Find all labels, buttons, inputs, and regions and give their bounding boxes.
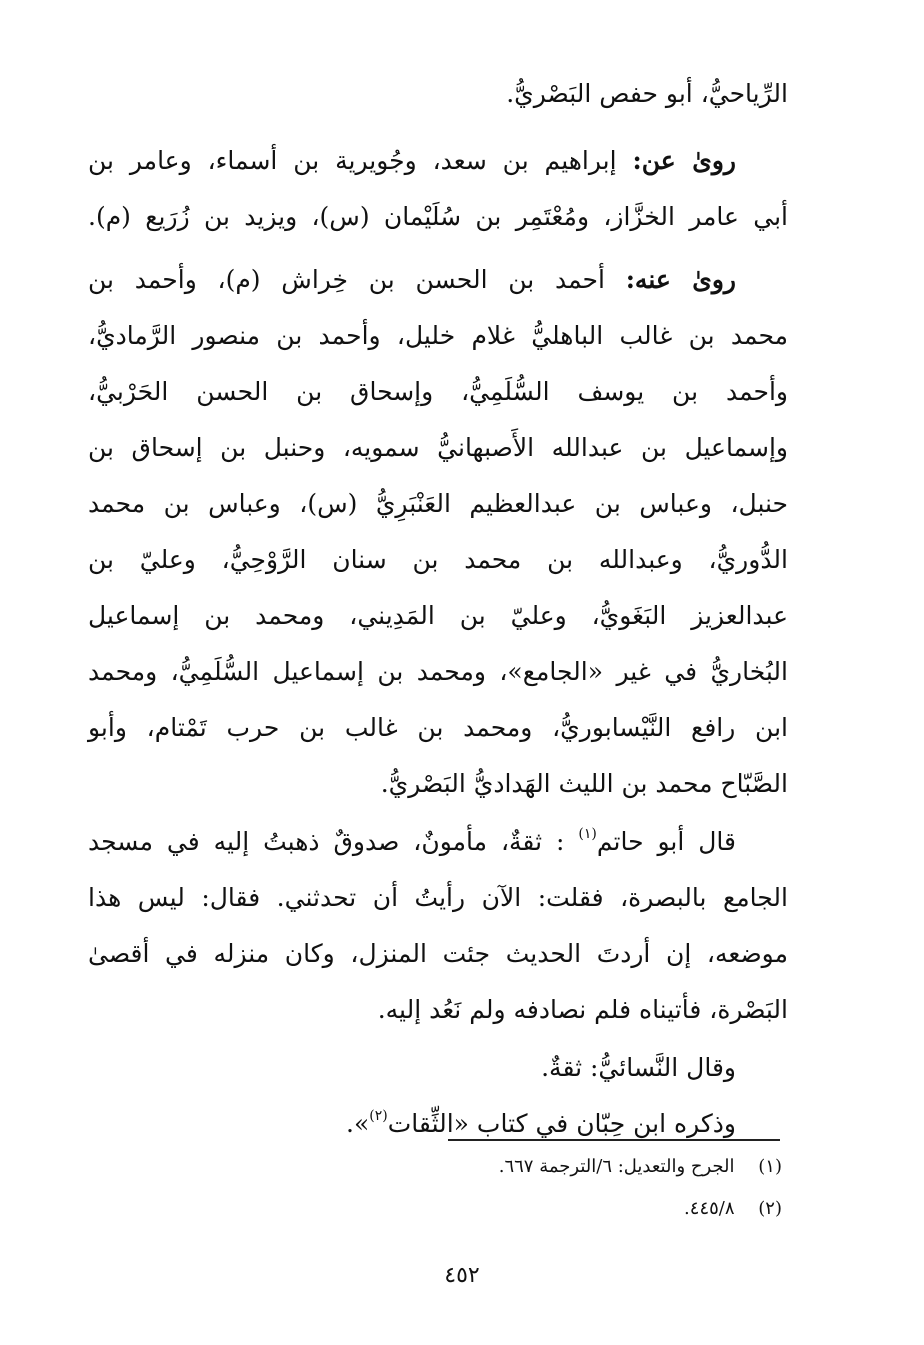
footnote-1 — [300, 1152, 782, 1182]
footnote-number: (٢) — [758, 1198, 782, 1219]
text-line: وأحمد بن يوسف السُّلَمِيُّ، وإسحاق بن الحسن الحَرْبيُّ، — [88, 377, 788, 406]
footnote-ref-2[interactable]: (٢) — [369, 1108, 388, 1124]
nasai-line: وقال النَّسائيُّ: ثقةٌ. — [541, 1053, 736, 1082]
text-line: عبدالعزيز البَغَويُّ، وعليّ بن المَدِيني، ومحمد بن إسماعيل — [88, 601, 788, 630]
footnote-ref-1[interactable]: (١) — [578, 826, 597, 842]
page-number: ٤٥٢ — [444, 1263, 480, 1288]
text-line: موضعه، إن أردتَ الحديث جئت المنزل، وكان منزله في أقصىٰ — [88, 939, 788, 968]
text-line: محمد بن غالب الباهليُّ غلام خليل، وأحمد بن منصور الرَّماديُّ، — [88, 321, 788, 350]
footnote-2 — [300, 1194, 782, 1224]
text-line: الجامع بالبصرة، فقلت: الآن رأيتُ أن تحدثني. فقال: ليس هذا — [88, 883, 788, 912]
text-line: حنبل، وعباس بن عبدالعظيم العَنْبَرِيُّ (س)، وعباس بن محمد — [88, 489, 788, 518]
text-line: البَصْرة، فأتيناه فلم نصادفه ولم نَعُد إليه. — [377, 995, 788, 1024]
ibn-hibban-line: وذكره ابن حِبّان في كتاب «الثِّقات$^{(٢)}$». — [346, 1108, 736, 1138]
footnote-separator — [448, 1139, 780, 1141]
text-line: الدُّوريُّ، وعبدالله بن محمد بن سنان الرَّوْحِيُّ، وعليّ بن — [88, 545, 788, 574]
footnote-text: ٤٤٥/٨. — [684, 1198, 735, 1219]
text-line: وإسماعيل بن عبدالله الأَصبهانيُّ سمويه، وحنبل بن إسحاق بن — [88, 433, 788, 462]
text-line: البُخاريُّ في غير «الجامع»، ومحمد بن إسماعيل السُّلَمِيُّ، ومحمد — [88, 657, 788, 686]
narrated-from-label: روىٰ عن: — [632, 146, 737, 175]
narrated-from-line: روىٰ عن: إبراهيم بن سعد، وجُويرية بن أسماء، وعامر بن — [88, 146, 737, 175]
text-line: الرِّياحيُّ، أبو حفص البَصْريُّ. — [506, 79, 788, 108]
footnote-text: الجرح والتعديل: ٦/الترجمة ٦٦٧. — [498, 1156, 735, 1177]
text-line: ابن رافع النَّيْسابوريُّ، ومحمد بن غالب بن حرب تَمْتام، وأبو — [88, 713, 788, 742]
narrators-line: روىٰ عنه: أحمد بن الحسن بن خِراش (م)، وأحمد بن — [88, 265, 737, 294]
text-line: الصَّبّاح محمد بن الليث الهَداديُّ البَصْريُّ. — [380, 769, 788, 798]
text-line: أبي عامر الخزَّاز، ومُعْتَمِر بن سُلَيْمان (س)، ويزيد بن زُرَيع (م). — [88, 202, 788, 231]
footnote-number: (١) — [758, 1156, 782, 1177]
abu-hatim-line: قال أبو حاتم$^{(١)}$ : ثقةٌ، مأمونٌ، صدوقٌ ذهبتُ إليه في مسجد — [88, 826, 736, 856]
narrators-label: روىٰ عنه: — [625, 265, 737, 294]
